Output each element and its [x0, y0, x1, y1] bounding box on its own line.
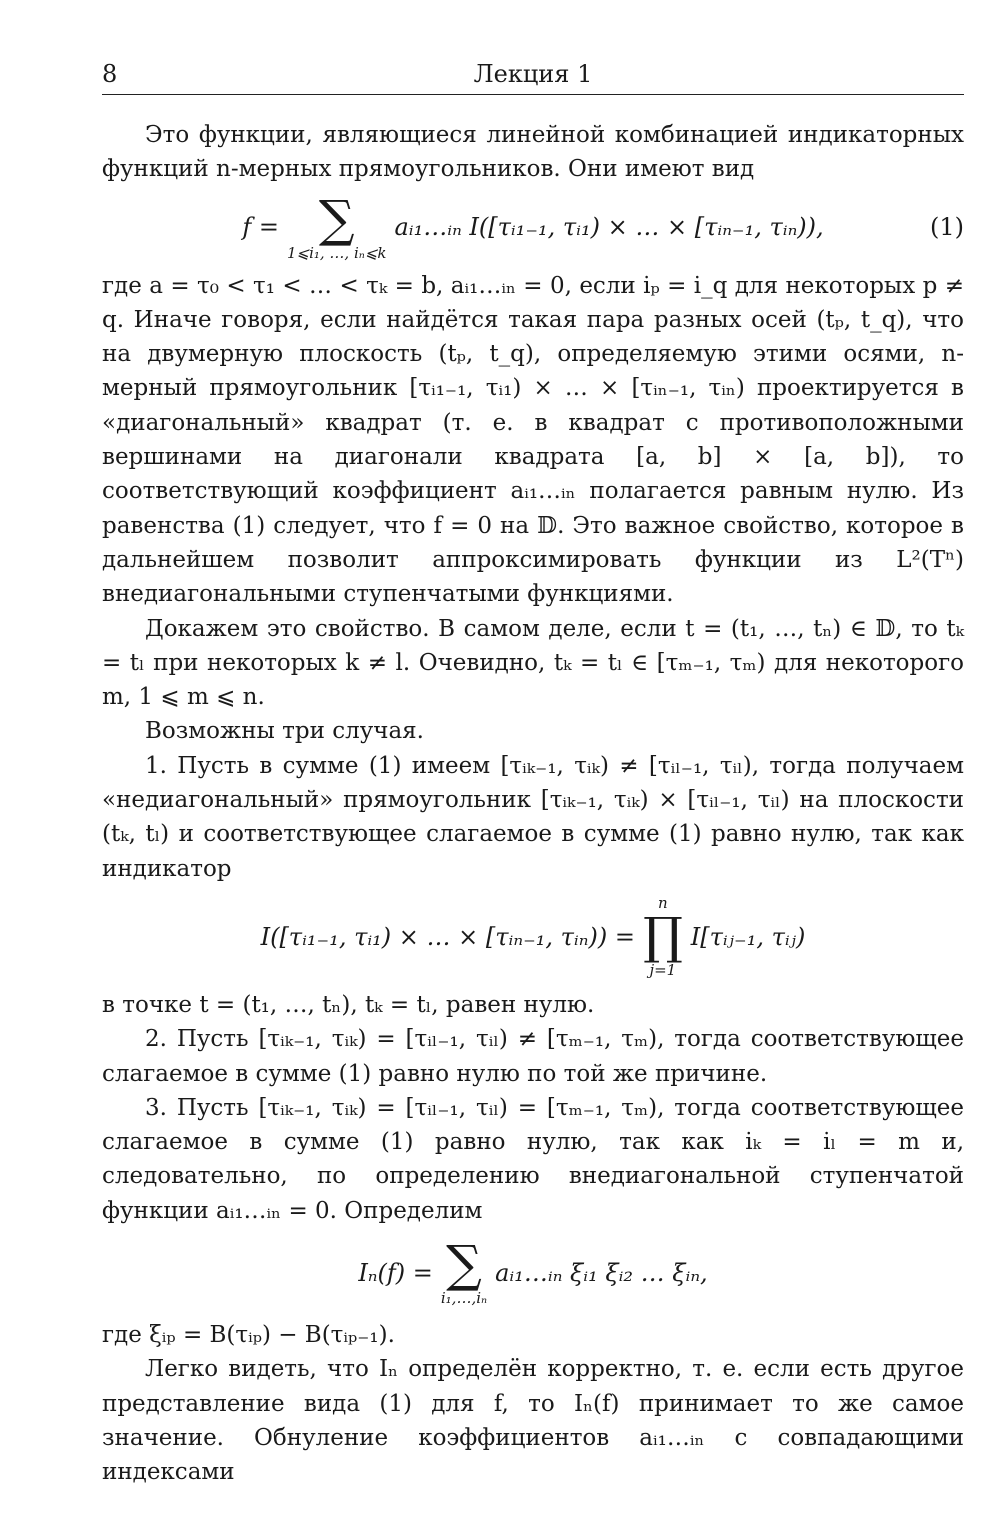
page-number: 8	[102, 60, 118, 88]
equation-3-lhs: Iₙ(f) =	[358, 1258, 433, 1287]
sum-symbol-2: ∑	[446, 1235, 482, 1294]
product-symbol: ∏	[642, 906, 683, 965]
equation-2-rhs: I[τᵢⱼ₋₁, τᵢⱼ)	[690, 922, 806, 951]
paragraph-proof-start: Докажем это свойство. В самом деле, если t = (t₁, …, tₙ) ∈ 𝔻, то tₖ = tₗ при некоторых k ≠ l. Очевидно, tₖ = tₗ ∈ [τₘ₋₁, τₘ) для некоторого m, 1 ⩽ m ⩽ n.	[102, 615, 964, 711]
equation-number: (1)	[930, 213, 964, 242]
equation-indicator-product	[102, 886, 964, 988]
sum-operator-2	[440, 1235, 488, 1308]
product-lower-limit: j=1	[649, 960, 677, 979]
sum-symbol: ∑	[318, 189, 355, 248]
paragraph-xi-definition: где ξᵢₚ = B(τᵢₚ) − B(τᵢₚ₋₁).	[102, 1322, 395, 1349]
paragraph-case-1: 1. Пусть в сумме (1) имеем [τᵢₖ₋₁, τᵢₖ) ≠ [τᵢₗ₋₁, τᵢₗ), тогда получаем «недиагональный» прямоугольник [τᵢₖ₋₁, τᵢₖ) × [τᵢₗ₋₁, τᵢₗ) на плоскости (tₖ, tₗ) и соответствующее слагаемое в сумме (1) равно нулю, так как индикатор	[102, 752, 964, 882]
sum-limits-2: i₁,…,iₙ	[440, 1289, 488, 1308]
equation-1	[102, 187, 964, 269]
equation-1-lhs: f =	[242, 213, 279, 242]
equation-1-rhs: aᵢ₁…ᵢₙ I([τᵢ₁₋₁, τᵢ₁) × … × [τᵢₙ₋₁, τᵢₙ)),	[394, 213, 824, 242]
running-header	[102, 58, 964, 95]
paragraph-intro: Это функции, являющиеся линейной комбинацией индикаторных функций n-мерных прямоугольников. Они имеют вид	[102, 122, 964, 183]
equation-3-rhs: aᵢ₁…ᵢₙ ξᵢ₁ ξᵢ₂ … ξᵢₙ,	[495, 1258, 708, 1287]
paragraph-case-3: 3. Пусть [τᵢₖ₋₁, τᵢₖ) = [τᵢₗ₋₁, τᵢₗ) = [τₘ₋₁, τₘ), тогда соответствующее слагаемое в сумме (1) равно нулю, так как iₖ = iₗ = m и, следовательно, по определению внедиагональной ступенчатой функции aᵢ₁…ᵢₙ = 0. Определим	[102, 1094, 964, 1224]
paragraph-case-2: 2. Пусть [τᵢₖ₋₁, τᵢₖ) = [τᵢₗ₋₁, τᵢₗ) ≠ [τₘ₋₁, τₘ), тогда соответствующее слагаемое в сумме (1) равно нулю по той же причине.	[102, 1026, 964, 1087]
chapter-title: Лекция 1	[473, 60, 593, 88]
equation-integral-definition	[102, 1228, 964, 1318]
paragraph-correctness: Легко видеть, что Iₙ определён корректно, т. е. если есть другое представление вида (1) для f, то Iₙ(f) принимает то же самое значение. Обнуление коэффициентов aᵢ₁…ᵢₙ с совпадающими индексами	[102, 1356, 964, 1486]
sum-limits: 1⩽i₁, …, iₙ⩽k	[286, 243, 387, 262]
paragraph-case-1-end: в точке t = (t₁, …, tₙ), tₖ = tₗ, равен нулю.	[102, 991, 595, 1018]
product-upper-limit: n	[658, 893, 668, 912]
equation-2-lhs: I([τᵢ₁₋₁, τᵢ₁) × … × [τᵢₙ₋₁, τᵢₙ)) =	[260, 922, 635, 951]
product-operator	[643, 895, 683, 979]
paragraph-cases: Возможны три случая.	[145, 718, 424, 745]
paragraph-definition: где a = τ₀ < τ₁ < … < τₖ = b, aᵢ₁…ᵢₙ = 0, если iₚ = i_q для некоторых p ≠ q. Иначе говоря, если найдётся такая пара разных осей (tₚ, t_q), что на двумерную плоскость (tₚ, t_q), определяемую этими осями, n-мерный прямоугольник [τᵢ₁₋₁, τᵢ₁) × … × [τᵢₙ₋₁, τᵢₙ) проектируется в «диагональный» квадрат (т. е. в квадрат с противоположными вершинами на диагонали квадрата [a, b] × [a, b]), то соответствующий коэффициент aᵢ₁…ᵢₙ полагается равным нулю. Из равенства (1) следует, что f = 0 на 𝔻. Это важное свойство, которое в дальнейшем позволит аппроксимировать функции из L²(Tⁿ) внедиагональными ступенчатыми функциями.	[102, 272, 964, 608]
sum-operator	[286, 189, 387, 262]
page-body	[102, 118, 964, 1490]
